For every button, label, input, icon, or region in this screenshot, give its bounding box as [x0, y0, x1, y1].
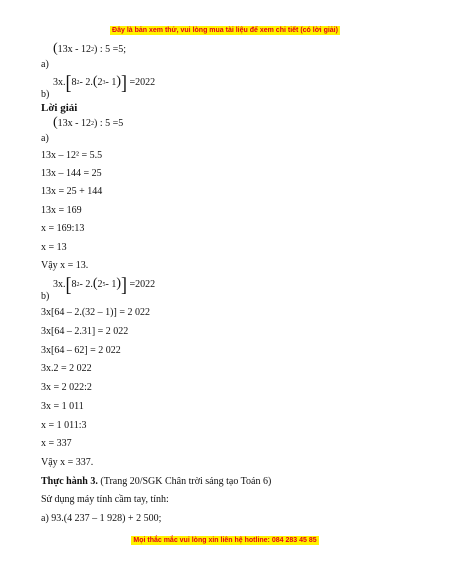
solution-a: [41, 114, 401, 144]
solution-a-step: x = 13: [41, 242, 67, 253]
solution-a-expression: ( 13x - 12 2 ) : 5 =5: [53, 114, 124, 130]
problem-b: [41, 71, 401, 100]
solution-b-step: 3x[64 – 2.31] = 2 022: [41, 326, 129, 337]
solution-b-step: 3x[64 – 62] = 2 022: [41, 345, 121, 356]
solution-b-step: 3x = 2 022:2: [41, 382, 92, 393]
practice-instruction: Sử dụng máy tính cầm tay, tính:: [41, 494, 169, 505]
solution-a-step: 13x = 169: [41, 205, 82, 216]
solution-b-expression: 3x. [ 8 2 - 2. ( 2 5 - 1 ) ] =2022: [53, 273, 156, 296]
hotline-banner: Mọi thắc mắc vui lòng xin liên hệ hotline: 084 283 45 85: [133, 537, 317, 544]
problem-b-expression: 3x. [ 8 2 - 2. ( 2 3 - 1 ) ] =2022: [53, 71, 156, 94]
preview-banner: Đây là bản xem thử, vui lòng mua tài liệu để xem chi tiết (có lời giải): [112, 27, 338, 34]
solution-heading: Lời giải: [41, 102, 78, 114]
solution-b-step: 3x[64 – 2.(32 – 1)] = 2 022: [41, 307, 150, 318]
problem-a: [41, 40, 401, 70]
solution-b: [41, 273, 401, 302]
solution-a-step: 13x – 144 = 25: [41, 168, 102, 179]
practice-source: (Trang 20/SGK Chân trời sáng tạo Toán 6): [97, 476, 272, 487]
problem-a-expression: ( 13x - 12 2 ) : 5 =5;: [53, 40, 127, 56]
solution-a-label: a): [41, 133, 49, 144]
solution-b-step: 3x = 1 011: [41, 401, 84, 412]
solution-a-step: x = 169:13: [41, 223, 85, 234]
problem-a-label: a): [41, 59, 49, 70]
solution-b-conclusion: Vậy x = 337.: [41, 457, 94, 468]
solution-b-step: x = 1 011:3: [41, 420, 87, 431]
practice-item-a: a) 93.(4 237 – 1 928) + 2 500;: [41, 513, 162, 524]
solution-a-step: 13x – 12² = 5.5: [41, 150, 103, 161]
solution-a-conclusion: Vậy x = 13.: [41, 260, 89, 271]
problem-b-label: b): [41, 89, 50, 100]
solution-b-step: 3x.2 = 2 022: [41, 363, 92, 374]
solution-a-step: 13x = 25 + 144: [41, 186, 103, 197]
solution-b-step: x = 337: [41, 438, 72, 449]
practice-heading: [41, 476, 271, 488]
practice-title: Thực hành 3.: [41, 476, 98, 487]
solution-b-label: b): [41, 291, 50, 302]
